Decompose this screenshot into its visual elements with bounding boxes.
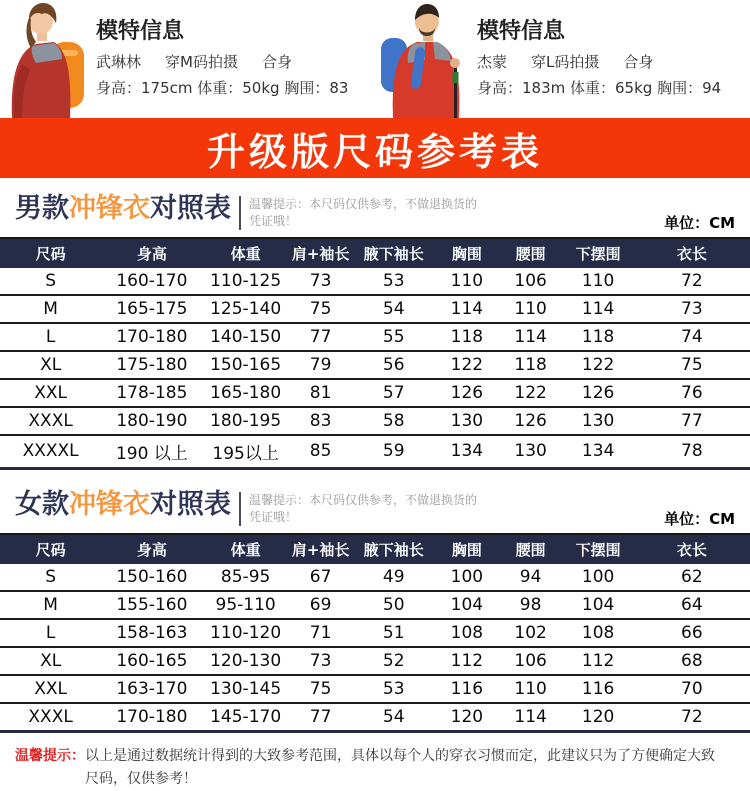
table-cell: 51 — [353, 619, 436, 647]
table-cell: 55 — [353, 323, 436, 351]
men-section-header — [0, 178, 750, 237]
banner-title: 升级版尺码参考表 — [206, 129, 543, 174]
table-cell: 79 — [289, 351, 353, 379]
title-prefix: 男款 — [15, 193, 69, 224]
table-cell: 106 — [499, 647, 563, 675]
table-cell: 108 — [435, 619, 499, 647]
table-cell: 180-195 — [203, 407, 289, 435]
model-name-line — [96, 51, 348, 72]
table-cell: 53 — [353, 268, 436, 295]
table-cell: 160-170 — [101, 268, 202, 295]
title-prefix: 女款 — [15, 488, 69, 520]
table-row — [0, 564, 750, 591]
table-cell: 145-170 — [210, 706, 282, 727]
column-header: 尺码 — [35, 244, 66, 263]
column-header: 胸围 — [451, 244, 482, 263]
unit-label: 单位：CM — [664, 213, 735, 232]
table-cell: 85 — [309, 441, 332, 462]
table-cell: 134 — [581, 441, 615, 462]
title-suffix: 对照表 — [150, 488, 231, 520]
table-cell: 85-95 — [203, 564, 289, 591]
table-cell: 165-180 — [203, 379, 289, 407]
title-highlight: 冲锋衣 — [69, 193, 150, 224]
table-row — [0, 703, 750, 732]
title-divider — [239, 196, 241, 230]
column-header: 腰围 — [515, 244, 546, 263]
table-cell: XXXXL — [22, 441, 79, 462]
table-cell: 73 — [289, 268, 353, 295]
unit-label: 单位：CM — [664, 509, 735, 528]
title-divider — [239, 492, 241, 526]
table-cell: 170-180 — [116, 706, 188, 727]
model-card-male — [375, 0, 750, 118]
women-table-body — [0, 564, 750, 732]
table-cell: 52 — [353, 647, 436, 675]
table-cell: 150-165 — [203, 351, 289, 379]
column-header: 身高 — [136, 540, 167, 559]
model-photo-female — [0, 0, 92, 118]
table-cell: 140-150 — [203, 323, 289, 351]
column-header: 衣长 — [676, 540, 707, 559]
table-cell: 54 — [353, 295, 436, 323]
table-cell: 190 以上 — [115, 443, 188, 464]
women-section-title — [15, 490, 231, 520]
title-suffix: 对照表 — [150, 193, 231, 224]
table-cell: 126 — [563, 379, 634, 407]
table-row — [0, 591, 750, 619]
men-size-table — [0, 237, 750, 470]
table-cell: 77 — [634, 407, 750, 435]
table-cell: 94 — [499, 564, 563, 591]
table-cell: 130 — [435, 407, 499, 435]
table-cell: 158-163 — [101, 619, 202, 647]
column-header: 体重 — [230, 244, 261, 263]
table-cell: 116 — [563, 675, 634, 703]
table-cell: 83 — [289, 407, 353, 435]
table-cell: 102 — [499, 619, 563, 647]
table-cell: 54 — [382, 706, 405, 727]
table-cell: 114 — [499, 323, 563, 351]
column-header: 肩+袖长 — [291, 244, 350, 263]
model-info-section — [0, 0, 750, 118]
table-cell: 110 — [499, 675, 563, 703]
table-cell: 77 — [309, 706, 332, 727]
footer-line-1: 以上是通过数据统计得到的大致参考范围，具体以每个人的穿衣习惯而定，此建议只为了方便确定大致 — [85, 747, 715, 764]
column-header: 衣长 — [676, 244, 707, 263]
table-cell: 76 — [634, 379, 750, 407]
table-cell: 98 — [499, 591, 563, 619]
women-size-table — [0, 533, 750, 733]
table-cell: 59 — [382, 441, 405, 462]
table-cell: 165-175 — [101, 295, 202, 323]
table-row — [0, 619, 750, 647]
table-cell: 67 — [289, 564, 353, 591]
table-cell: 75 — [289, 675, 353, 703]
men-table-body — [0, 268, 750, 469]
table-row — [0, 295, 750, 323]
model-info-female — [92, 0, 348, 118]
table-cell: 72 — [634, 268, 750, 295]
table-cell: 120 — [450, 706, 484, 727]
table-cell: 170-180 — [101, 323, 202, 351]
model-fit: 合身 — [623, 53, 654, 71]
table-cell: XL — [0, 351, 101, 379]
table-cell: 75 — [634, 351, 750, 379]
table-cell: M — [0, 295, 101, 323]
table-cell: 110 — [435, 268, 499, 295]
model-fit: 合身 — [261, 53, 292, 71]
table-cell: 122 — [499, 379, 563, 407]
footer-note-label: 温馨提示： — [15, 747, 85, 764]
model-size-note: 穿L码拍摄 — [531, 53, 600, 71]
table-cell: 95-110 — [203, 591, 289, 619]
table-cell: XL — [0, 647, 101, 675]
table-cell: 110 — [499, 295, 563, 323]
men-table-header-row — [0, 238, 750, 268]
table-cell: 110 — [563, 268, 634, 295]
table-cell: 178-185 — [101, 379, 202, 407]
table-cell: 175-180 — [101, 351, 202, 379]
table-cell: 180-190 — [101, 407, 202, 435]
table-cell: 49 — [353, 564, 436, 591]
size-tip — [249, 194, 477, 231]
table-cell: 125-140 — [203, 295, 289, 323]
table-cell: 66 — [634, 619, 750, 647]
model-name: 杰蒙 — [477, 53, 508, 71]
table-row — [0, 351, 750, 379]
banner — [0, 118, 750, 178]
table-cell: 78 — [681, 441, 703, 462]
model-info-title: 模特信息 — [477, 19, 566, 44]
table-cell: 120-130 — [203, 647, 289, 675]
model-name-line — [477, 51, 721, 72]
table-cell: 118 — [563, 323, 634, 351]
table-cell: 130 — [563, 407, 634, 435]
table-row — [0, 379, 750, 407]
table-row — [0, 323, 750, 351]
female-model-illustration — [0, 0, 92, 118]
table-cell: 70 — [634, 675, 750, 703]
table-cell: 118 — [499, 351, 563, 379]
table-cell: 50 — [353, 591, 436, 619]
table-cell: 163-170 — [101, 675, 202, 703]
table-cell: 195以上 — [212, 443, 279, 464]
size-tip — [249, 490, 477, 527]
table-cell: L — [0, 323, 101, 351]
table-cell: 122 — [563, 351, 634, 379]
table-cell: XXXL — [0, 407, 101, 435]
model-photo-male — [375, 0, 473, 118]
column-header: 身高 — [136, 244, 167, 263]
table-row — [0, 268, 750, 295]
table-cell: 62 — [634, 564, 750, 591]
tip-line-1: 温馨提示：本尺码仅供参考，不做退换货的 — [249, 492, 478, 507]
table-cell: 114 — [435, 295, 499, 323]
table-cell: 74 — [634, 323, 750, 351]
table-cell: 100 — [563, 564, 634, 591]
table-row — [0, 675, 750, 703]
men-section-title — [15, 194, 231, 224]
column-header: 肩+袖长 — [291, 540, 350, 559]
table-cell: 73 — [634, 295, 750, 323]
table-cell: 116 — [435, 675, 499, 703]
table-cell: 160-165 — [101, 647, 202, 675]
male-model-illustration — [375, 0, 473, 118]
table-cell: 68 — [634, 647, 750, 675]
title-highlight: 冲锋衣 — [69, 488, 150, 520]
table-cell: S — [0, 268, 101, 295]
model-info-male — [473, 0, 721, 118]
table-cell: 110-120 — [203, 619, 289, 647]
table-cell: 53 — [353, 675, 436, 703]
footer-note — [0, 733, 750, 791]
model-card-female — [0, 0, 375, 118]
table-row — [0, 647, 750, 675]
table-cell: 150-160 — [101, 564, 202, 591]
table-cell: 100 — [435, 564, 499, 591]
table-cell: 126 — [499, 407, 563, 435]
table-cell: 118 — [435, 323, 499, 351]
table-cell: 106 — [499, 268, 563, 295]
column-header: 胸围 — [451, 540, 482, 559]
table-cell: 57 — [353, 379, 436, 407]
table-cell: 77 — [289, 323, 353, 351]
table-cell: 114 — [563, 295, 634, 323]
table-cell: 110-125 — [203, 268, 289, 295]
table-cell: XXL — [0, 379, 101, 407]
table-cell: 81 — [289, 379, 353, 407]
table-cell: 104 — [435, 591, 499, 619]
table-cell: 114 — [514, 706, 547, 727]
tip-line-1: 温馨提示：本尺码仅供参考，不做退换货的 — [249, 197, 478, 211]
table-cell: 112 — [435, 647, 499, 675]
tip-line-2: 凭证哦！ — [249, 510, 298, 525]
table-cell: XXXL — [28, 706, 73, 727]
table-row — [0, 407, 750, 435]
table-cell: 72 — [681, 706, 703, 727]
table-cell: 56 — [353, 351, 436, 379]
model-stats: 身高：175cm 体重：50kg 胸围：83 — [96, 79, 349, 97]
column-header: 下摆围 — [575, 244, 621, 263]
table-cell: XXL — [0, 675, 101, 703]
table-cell: 130 — [514, 441, 547, 462]
table-cell: 73 — [289, 647, 353, 675]
table-cell: 104 — [563, 591, 634, 619]
table-cell: 155-160 — [101, 591, 202, 619]
column-header: 腰围 — [515, 540, 546, 559]
footer-note-text — [85, 745, 715, 791]
model-info-title: 模特信息 — [96, 19, 185, 44]
table-cell: 120 — [581, 706, 615, 727]
column-header: 腋下袖长 — [363, 244, 424, 263]
tip-line-2: 凭证哦！ — [249, 214, 298, 229]
women-table-header-row — [0, 534, 750, 564]
table-cell: 122 — [435, 351, 499, 379]
table-cell: 130-145 — [203, 675, 289, 703]
table-cell: 69 — [289, 591, 353, 619]
table-row — [0, 435, 750, 469]
table-cell: 134 — [450, 441, 484, 462]
table-cell: S — [0, 564, 101, 591]
model-size-note: 穿M码拍摄 — [165, 53, 238, 71]
column-header: 尺码 — [35, 540, 66, 559]
model-name: 武琳林 — [96, 53, 142, 71]
table-cell: 112 — [563, 647, 634, 675]
table-cell: 58 — [353, 407, 436, 435]
model-stats: 身高：183m 体重：65kg 胸围：94 — [477, 79, 722, 97]
column-header: 腋下袖长 — [363, 540, 424, 559]
table-cell: M — [0, 591, 101, 619]
women-section-header — [0, 470, 750, 533]
footer-line-2: 尺码，仅供参考！ — [85, 770, 197, 787]
table-cell: L — [0, 619, 101, 647]
column-header: 下摆围 — [575, 540, 621, 559]
table-cell: 75 — [289, 295, 353, 323]
table-cell: 71 — [289, 619, 353, 647]
table-cell: 126 — [435, 379, 499, 407]
table-cell: 64 — [634, 591, 750, 619]
table-cell: 108 — [563, 619, 634, 647]
column-header: 体重 — [230, 540, 261, 559]
